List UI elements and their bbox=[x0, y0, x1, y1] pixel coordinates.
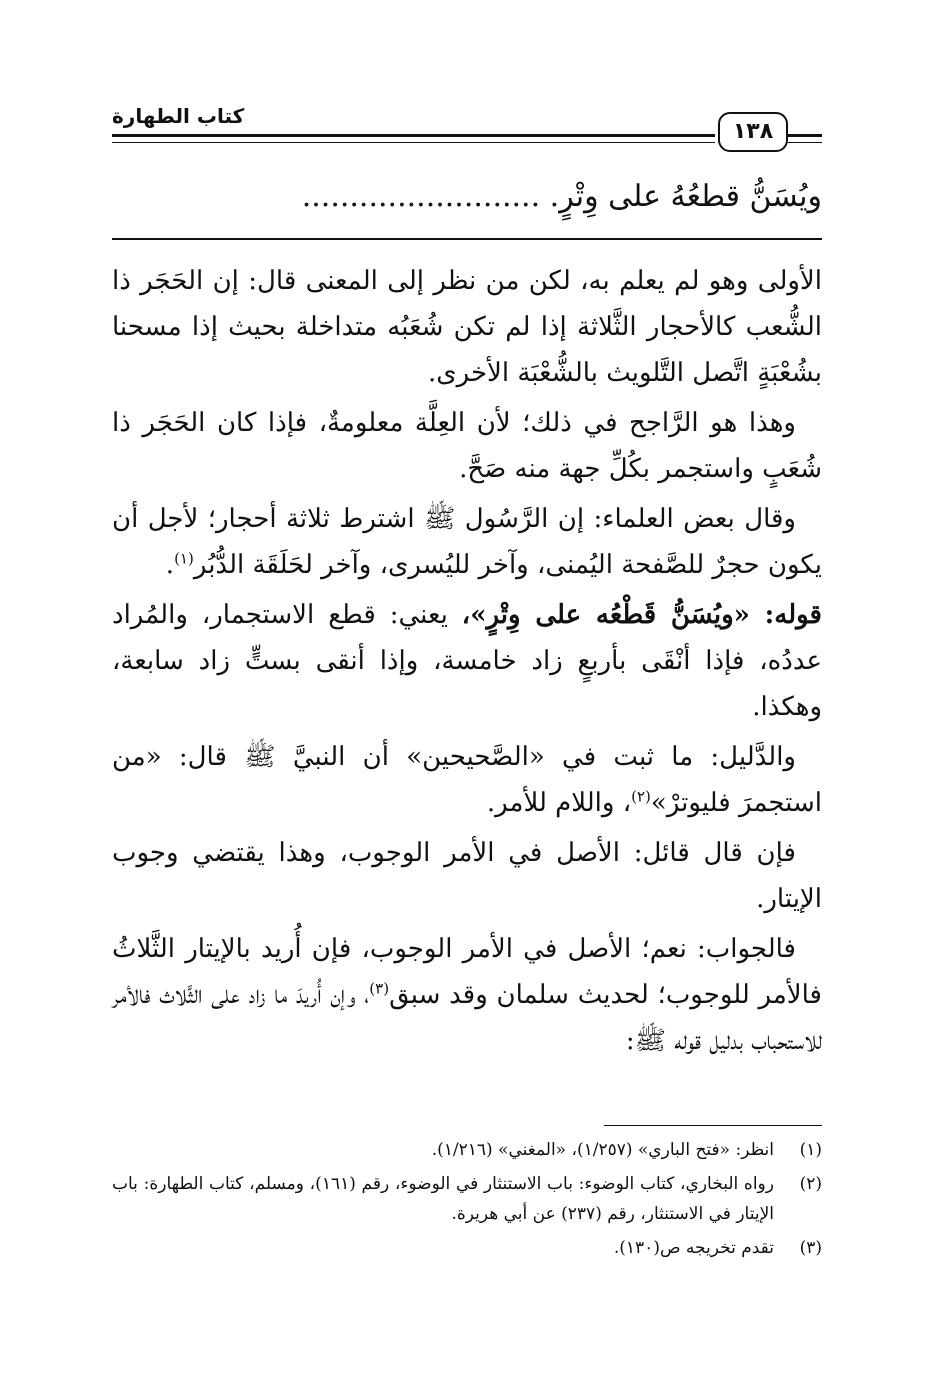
header-rule-right-thick bbox=[788, 134, 822, 137]
paragraph-7-end: ، وإن أُريدَ ما زاد على الثَّلاث فالأمر للاستحباب بدليل قوله ﷺ: bbox=[112, 980, 822, 1056]
footnote-number: (٣) bbox=[799, 1238, 822, 1258]
book-title: كتاب الطهارة bbox=[112, 104, 245, 128]
footnote-number: (١) bbox=[799, 1140, 822, 1160]
paragraph-6-text: فإن قال قائل: الأصل في الأمر الوجوب، وهذا يقتضي وجوب الإيتار. bbox=[112, 838, 822, 914]
header-rule-thin bbox=[112, 142, 715, 143]
header-rule-thick bbox=[112, 134, 715, 137]
paragraph-3-text: وقال بعض العلماء: إن الرَّسُول ﷺ اشترط ثلاثة أحجار؛ لأجل أن يكون حجرٌ للصَّفحة اليُمنى، وآخر لليُسرى، وآخر لحَلَقَة الدُّبُر bbox=[112, 504, 822, 580]
footnote-text: انظر: «فتح الباري» (١/٢٥٧)، «المغني» (١/٢١٦). bbox=[431, 1140, 774, 1160]
footnote-2 bbox=[112, 1169, 822, 1229]
matn-divider bbox=[112, 238, 822, 240]
paragraph-5-end: ، واللام للأمر. bbox=[486, 788, 632, 818]
footnote-text: تقدم تخريجه ص(١٣٠). bbox=[613, 1238, 774, 1258]
paragraph-1 bbox=[112, 258, 822, 396]
footnotes bbox=[112, 1135, 822, 1267]
running-header bbox=[112, 100, 822, 160]
matn-text: ويُسَنُّ قطعُهُ على وِتْرٍ. bbox=[549, 179, 822, 214]
footnote-ref-1[interactable]: (١) bbox=[174, 549, 194, 568]
footnote-ref-3[interactable]: (٣) bbox=[369, 979, 390, 998]
footnote-number: (٢) bbox=[799, 1174, 822, 1194]
paragraph-2-text: وهذا هو الرَّاجح في ذلك؛ لأن العِلَّة معلومةٌ، فإذا كان الحَجَر ذا شُعَبٍ واستجمر بكُلِّ جهة منه صَحَّ. bbox=[112, 408, 822, 484]
paragraph-5 bbox=[112, 734, 822, 826]
matn-line bbox=[112, 172, 822, 222]
paragraph-3-end: . bbox=[165, 550, 175, 580]
footnote-ref-2[interactable]: (٢) bbox=[631, 787, 651, 806]
header-rule-right-thin bbox=[788, 142, 822, 143]
paragraph-2 bbox=[112, 400, 822, 492]
paragraph-7-text: فالجواب: نعم؛ الأصل في الأمر الوجوب، فإن أُريد بالإيتار الثَّلاثُ فالأمر للوجوب؛ لحديث سلمان وقد سبق bbox=[112, 934, 822, 1010]
paragraph-7 bbox=[112, 926, 822, 1064]
paragraph-1-text: الأولى وهو لم يعلم به، لكن من نظر إلى المعنى قال: إن الحَجَر ذا الشُّعب كالأحجار الثَّلاثة إذا لم تكن شُعَبُه متداخلة بحيث إذا مسحنا بشُعْبَةٍ اتَّصل التَّلويث بالشُّعْبَة الأخرى. bbox=[112, 266, 822, 388]
paragraph-4 bbox=[112, 592, 822, 730]
paragraph-3 bbox=[112, 496, 822, 588]
paragraph-4-text: يعني: قطع الاستجمار، والمُراد عددُه، فإذا أنْقَى بأربعٍ زاد خامسة، وإذا أنقى بستٍّ زاد سابعة، وهكذا. bbox=[112, 600, 822, 722]
paragraph-5-text: والدَّليل: ما ثبت في «الصَّحيحين» أن النبيَّ ﷺ قال: «من استجمرَ فليوترْ» bbox=[112, 742, 822, 818]
paragraph-4-lead: قوله: «ويُسَنُّ قَطْعُه على وِتْرٍ»، bbox=[461, 600, 822, 630]
page-number: ١٣٨ bbox=[718, 112, 788, 152]
footnote-1 bbox=[112, 1135, 822, 1165]
footnote-3 bbox=[112, 1233, 822, 1263]
paragraph-6 bbox=[112, 830, 822, 922]
body-text bbox=[112, 258, 822, 1068]
matn-dots: ......................... bbox=[301, 179, 541, 214]
footnote-separator bbox=[604, 1125, 822, 1126]
footnote-text: رواه البخاري، كتاب الوضوء: باب الاستنثار في الوضوء، رقم (١٦١)، ومسلم، كتاب الطهارة: باب الإيتار في الاستنثار، رقم (٢٣٧) عن أبي هريرة. bbox=[112, 1174, 774, 1224]
